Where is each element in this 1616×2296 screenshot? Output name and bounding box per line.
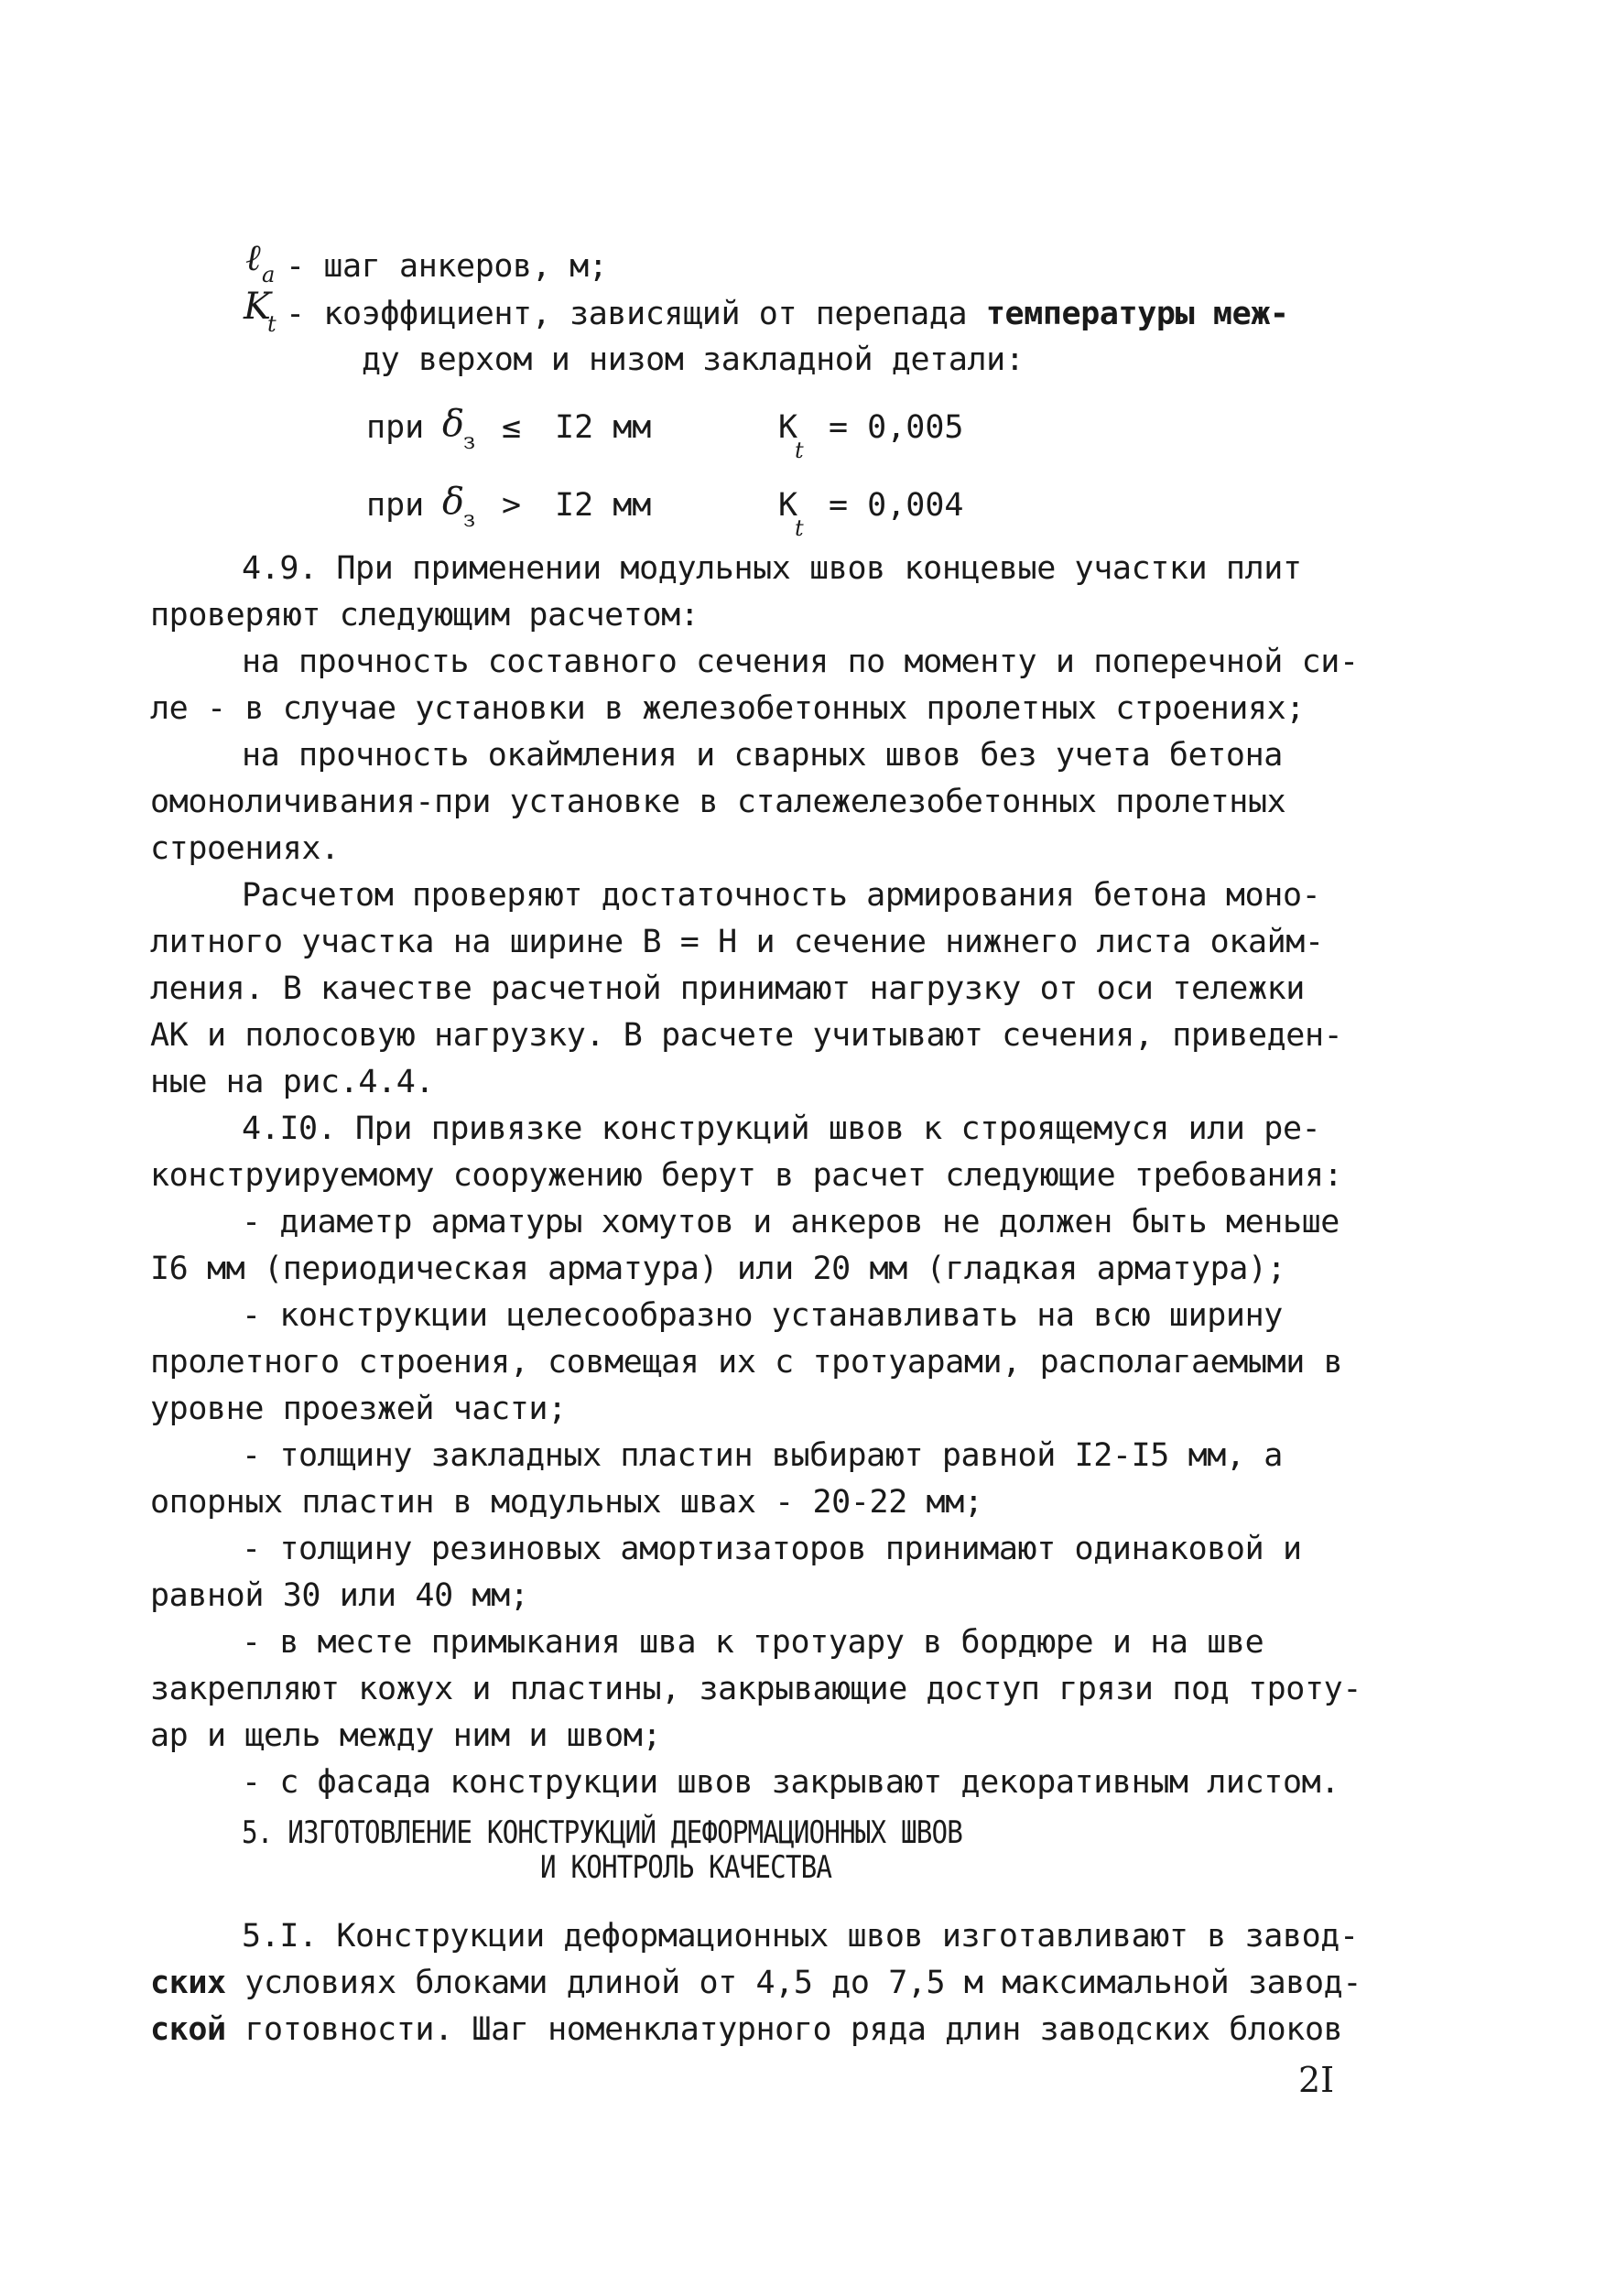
text-line: равной 30 или 40 мм;: [150, 1577, 529, 1614]
list-item: - конструкции целесообразно устанавливать на всю ширину: [242, 1297, 1283, 1334]
def-kt-text: - коэффициент, зависящий от перепада температуры меж-: [286, 296, 1289, 332]
text-line: ные на рис.4.4.: [150, 1064, 435, 1100]
text-line: литного участка на ширине В = Н и сечение нижнего листа окайм-: [150, 924, 1324, 960]
text-line: на прочность составного сечения по моменту и поперечной си-: [242, 644, 1359, 680]
la-symbol: ℓ: [245, 237, 261, 279]
text-line: ле - в случае установки в железобетонных пролетных строениях;: [150, 690, 1305, 727]
text-line: на прочность окаймления и сварных швов без учета бетона: [242, 737, 1283, 774]
kt-subscript: t: [267, 311, 277, 337]
text-line: ских условиях блоками длиной от 4,5 до 7,5 м максимальной завод-: [150, 1965, 1361, 2001]
text-line: закрепляют кожух и пластины, закрывающие доступ грязи под троту-: [150, 1671, 1361, 1707]
list-item: - толщину закладных пластин выбирают равной I2-I5 мм, а: [242, 1437, 1283, 1474]
text-line: конструируемому сооружению берут в расчет следующие требования:: [150, 1157, 1343, 1194]
list-item: - с фасада конструкции швов закрывают декоративным листом.: [242, 1764, 1339, 1801]
text-line: омоноличивания-при установке в сталежелезобетонных пролетных: [150, 784, 1286, 820]
text-line: пролетного строения, совмещая их с тротуарами, располагаемыми в: [150, 1344, 1343, 1381]
text-line: строениях.: [150, 830, 340, 867]
text-line: I6 мм (периодическая арматура) или 20 мм (гладкая арматура);: [150, 1251, 1286, 1287]
def-la-text: - шаг анкеров, м;: [286, 248, 608, 285]
text-line: ар и щель между ним и швом;: [150, 1717, 662, 1754]
def-kt-continuation: ду верхом и низом закладной детали:: [362, 341, 1025, 378]
text-line: опорных пластин в модульных швах - 20-22 мм;: [150, 1484, 983, 1521]
list-item: - в месте примыкания шва к тротуару в бордюре и на шве: [242, 1624, 1264, 1661]
text-line: АК и полосовую нагрузку. В расчете учитывают сечения, приведен-: [150, 1017, 1343, 1054]
page-number: 2I: [1298, 2060, 1335, 2100]
para-4-10-line: 4.I0. При привязке конструкций швов к строящемуся или ре-: [242, 1110, 1321, 1147]
text-line: проверяют следующим расчетом:: [150, 597, 700, 634]
list-item: - диаметр арматуры хомутов и анкеров не должен быть меньше: [242, 1204, 1339, 1240]
text-line: ления. В качестве расчетной принимают нагрузку от оси тележки: [150, 970, 1305, 1007]
list-item: - толщину резиновых амортизаторов принимают одинаковой и: [242, 1531, 1302, 1567]
text-line: уровне проезжей части;: [150, 1391, 567, 1427]
section-heading-line2: И КОНТРОЛЬ КАЧЕСТВА: [540, 1849, 832, 1886]
para-5-1-line: 5.I. Конструкции деформационных швов изготавливают в завод-: [242, 1918, 1359, 1955]
section-heading-line1: 5. ИЗГОТОВЛЕНИЕ КОНСТРУКЦИЙ ДЕФОРМАЦИОННЫХ ШВОВ: [242, 1814, 962, 1851]
la-subscript: a: [262, 262, 276, 287]
para-4-9-line: 4.9. При применении модульных швов концевые участки плит: [242, 550, 1302, 587]
kt-symbol: K: [244, 286, 271, 328]
text-line: Расчетом проверяют достаточность армирования бетона моно-: [242, 877, 1321, 914]
text-line: ской готовности. Шаг номенклатурного ряда длин заводских блоков: [150, 2011, 1343, 2048]
